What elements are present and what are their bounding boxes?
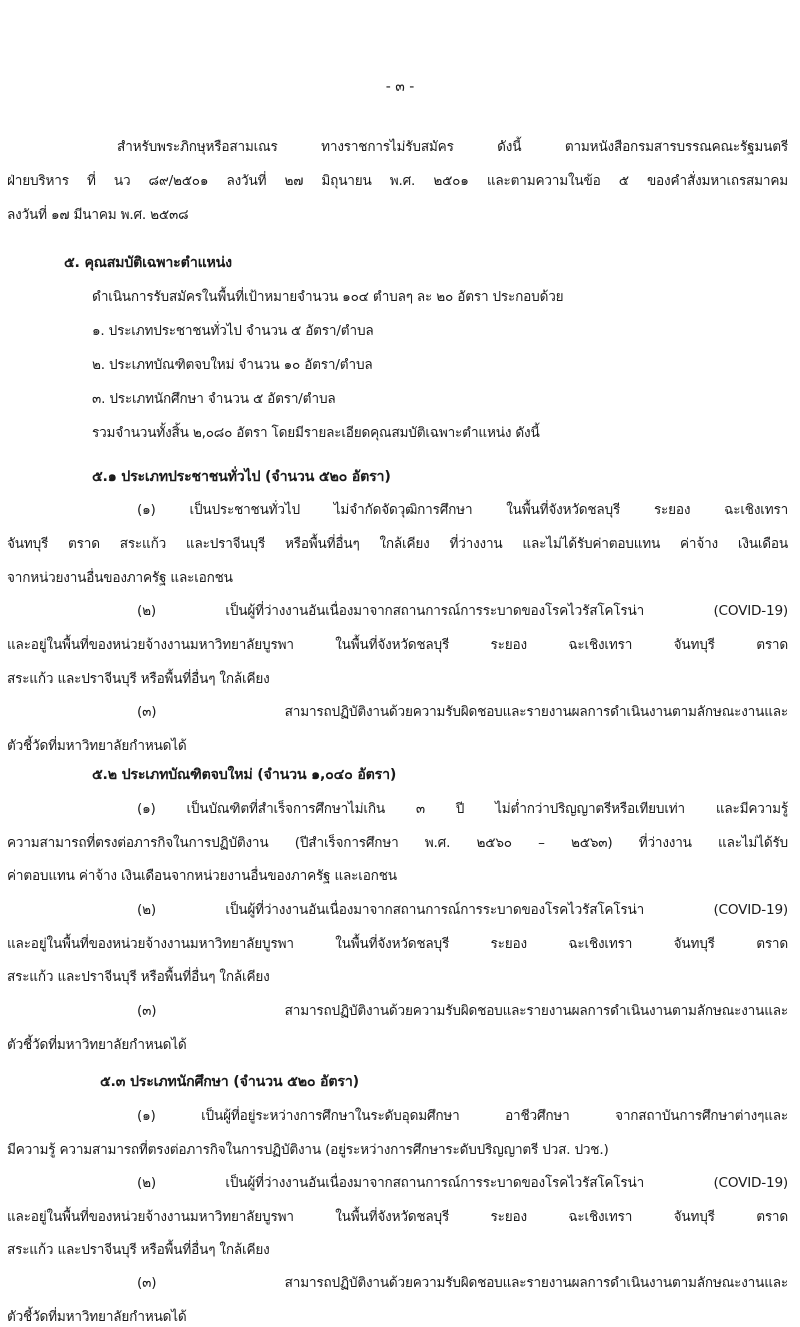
section-5-summary-2: ๑. ประเภทประชาชนทั่วไป จำนวน ๕ อัตรา/ตำบล bbox=[92, 323, 374, 339]
s53-line-6: (๓) สามารถปฏิบัติงานด้วยความรับผิดชอบและรายงานผลการดำเนินงานตามลักษณะงานและ bbox=[137, 1275, 788, 1291]
section-5-3-heading: ๕.๓ ประเภทนักศึกษา (จำนวน ๕๒๐ อัตรา) bbox=[100, 1074, 359, 1090]
intro-line-3: ลงวันที่ ๑๗ มีนาคม พ.ศ. ๒๕๓๘ bbox=[7, 207, 189, 223]
s51-line-8: ตัวชี้วัดที่มหาวิทยาลัยกำหนดได้ bbox=[7, 738, 187, 754]
s53-line-1: (๑) เป็นผู้ที่อยู่ระหว่างการศึกษาในระดับอุดมศึกษา อาชีวศึกษา จากสถาบันการศึกษาต่างๆและ bbox=[137, 1108, 788, 1124]
s51-line-4: (๒) เป็นผู้ที่ว่างงานอันเนื่องมาจากสถานการณ์การระบาดของโรคไวรัสโคโรน่า (COVID-19) bbox=[137, 603, 788, 619]
s51-line-6: สระแก้ว และปราจีนบุรี หรือพื้นที่อื่นๆ ใกล้เคียง bbox=[7, 671, 270, 687]
s53-line-5: สระแก้ว และปราจีนบุรี หรือพื้นที่อื่นๆ ใกล้เคียง bbox=[7, 1242, 270, 1258]
intro-line-2: ฝ่ายบริหาร ที่ นว ๘๙/๒๕๐๑ ลงวันที่ ๒๗ มิถุนายน พ.ศ. ๒๕๐๑ และตามความในข้อ ๕ ของคำสั่งมหาเถรสมาคม bbox=[7, 173, 788, 189]
s51-line-5: และอยู่ในพื้นที่ของหน่วยจ้างงานมหาวิทยาลัยบูรพา ในพื้นที่จังหวัดชลบุรี ระยอง ฉะเชิงเทรา จันทบุรี ตราด bbox=[7, 637, 788, 653]
section-5-summary-5: รวมจำนวนทั้งสิ้น ๒,๐๘๐ อัตรา โดยมีรายละเอียดคุณสมบัติเฉพาะตำแหน่ง ดังนี้ bbox=[92, 425, 540, 441]
section-5-summary-1: ดำเนินการรับสมัครในพื้นที่เป้าหมายจำนวน ๑๐๔ ตำบลๆ ละ ๒๐ อัตรา ประกอบด้วย bbox=[92, 289, 564, 305]
s52-line-1: (๑) เป็นบัณฑิตที่สำเร็จการศึกษาไม่เกิน ๓ ปี ไม่ต่ำกว่าปริญญาตรีหรือเทียบเท่า และมีความรู้ bbox=[137, 801, 788, 817]
s53-line-4: และอยู่ในพื้นที่ของหน่วยจ้างงานมหาวิทยาลัยบูรพา ในพื้นที่จังหวัดชลบุรี ระยอง ฉะเชิงเทรา จันทบุรี ตราด bbox=[7, 1209, 788, 1225]
intro-line-1: สำหรับพระภิกษุหรือสามเณร ทางราชการไม่รับสมัคร ดังนี้ ตามหนังสือกรมสารบรรณคณะรัฐมนตรี bbox=[117, 139, 788, 155]
s52-line-4: (๒) เป็นผู้ที่ว่างงานอันเนื่องมาจากสถานการณ์การระบาดของโรคไวรัสโคโรน่า (COVID-19) bbox=[137, 902, 788, 918]
s52-line-8: ตัวชี้วัดที่มหาวิทยาลัยกำหนดได้ bbox=[7, 1037, 187, 1053]
section-5-heading: ๕. คุณสมบัติเฉพาะตำแหน่ง bbox=[64, 255, 232, 271]
s52-line-7: (๓) สามารถปฏิบัติงานด้วยความรับผิดชอบและรายงานผลการดำเนินงานตามลักษณะงานและ bbox=[137, 1003, 788, 1019]
s51-line-1: (๑) เป็นประชาชนทั่วไป ไม่จำกัดจัดวุฒิการศึกษา ในพื้นที่จังหวัดชลบุรี ระยอง ฉะเชิงเทรา bbox=[137, 502, 788, 518]
s52-line-6: สระแก้ว และปราจีนบุรี หรือพื้นที่อื่นๆ ใกล้เคียง bbox=[7, 969, 270, 985]
s52-line-2: ความสามารถที่ตรงต่อภารกิจในการปฏิบัติงาน (ปีสำเร็จการศึกษา พ.ศ. ๒๕๖๐ – ๒๕๖๓) ที่ว่างงาน และไม่ได้รับ bbox=[7, 835, 788, 851]
s53-line-2: มีความรู้ ความสามารถที่ตรงต่อภารกิจในการปฏิบัติงาน (อยู่ระหว่างการศึกษาระดับปริญญาตรี ปวส. ปวช.) bbox=[7, 1142, 609, 1158]
s53-line-7: ตัวชี้วัดที่มหาวิทยาลัยกำหนดได้ bbox=[7, 1309, 187, 1325]
section-5-2-heading: ๕.๒ ประเภทบัณฑิตจบใหม่ (จำนวน ๑,๐๔๐ อัตรา) bbox=[92, 767, 397, 783]
s51-line-7: (๓) สามารถปฏิบัติงานด้วยความรับผิดชอบและรายงานผลการดำเนินงานตามลักษณะงานและ bbox=[137, 704, 788, 720]
section-5-summary-3: ๒. ประเภทบัณฑิตจบใหม่ จำนวน ๑๐ อัตรา/ตำบล bbox=[92, 357, 373, 373]
s51-line-2: จันทบุรี ตราด สระแก้ว และปราจีนบุรี หรือพื้นที่อื่นๆ ใกล้เคียง ที่ว่างงาน และไม่ได้รับค่าตอบแทน ค่าจ้าง เงินเดือน bbox=[7, 536, 788, 552]
section-5-summary-4: ๓. ประเภทนักศึกษา จำนวน ๕ อัตรา/ตำบล bbox=[92, 391, 336, 407]
s52-line-5: และอยู่ในพื้นที่ของหน่วยจ้างงานมหาวิทยาลัยบูรพา ในพื้นที่จังหวัดชลบุรี ระยอง ฉะเชิงเทรา จันทบุรี ตราด bbox=[7, 936, 788, 952]
section-5-1-heading: ๕.๑ ประเภทประชาชนทั่วไป (จำนวน ๕๒๐ อัตรา) bbox=[92, 469, 391, 485]
s52-line-3: ค่าตอบแทน ค่าจ้าง เงินเดือนจากหน่วยงานอื่นของภาครัฐ และเอกชน bbox=[7, 868, 397, 884]
s53-line-3: (๒) เป็นผู้ที่ว่างงานอันเนื่องมาจากสถานการณ์การระบาดของโรคไวรัสโคโรน่า (COVID-19) bbox=[137, 1175, 788, 1191]
s51-line-3: จากหน่วยงานอื่นของภาครัฐ และเอกชน bbox=[7, 570, 233, 586]
page-number: - ๓ - bbox=[385, 79, 415, 95]
